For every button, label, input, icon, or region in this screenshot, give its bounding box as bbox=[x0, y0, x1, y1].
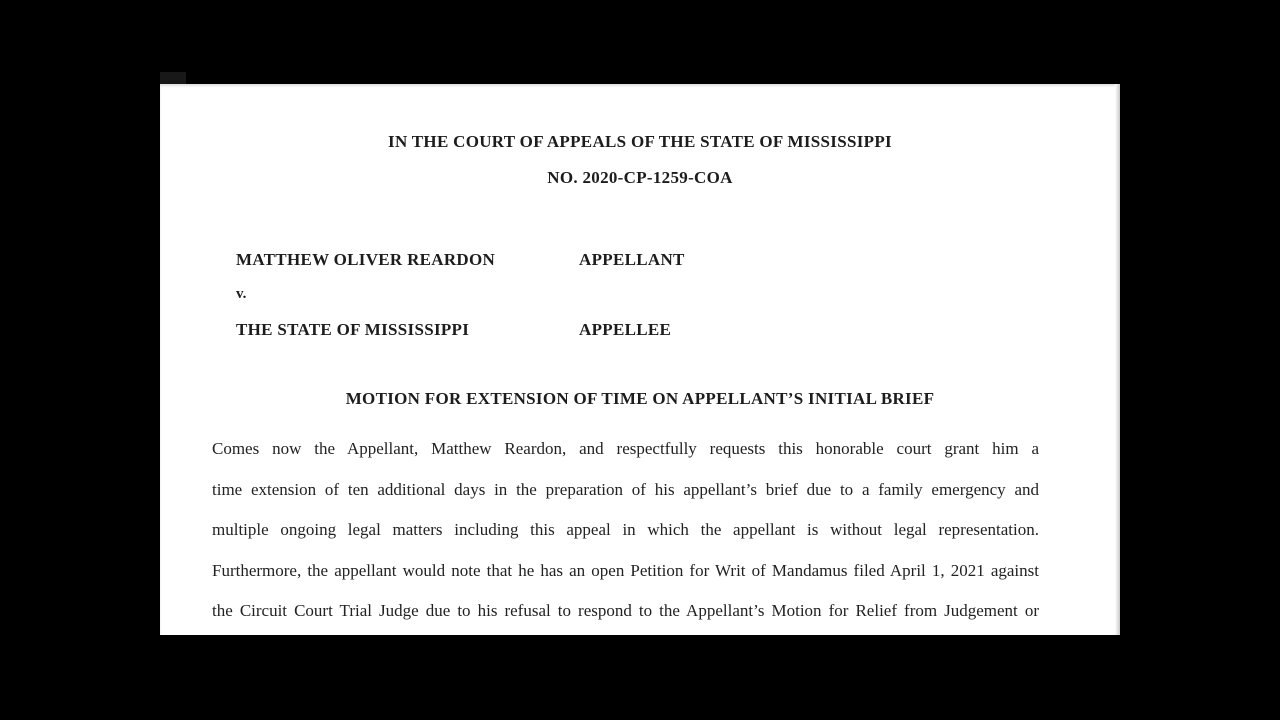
body-line-5: the Circuit Court Trial Judge due to his refusal to respond to the Appellant’s Motion for Relief from Judgement or bbox=[212, 601, 1039, 620]
document-page bbox=[160, 84, 1120, 635]
body-line-3: multiple ongoing legal matters including this appeal in which the appellant is without legal representation. bbox=[212, 520, 1039, 539]
body-line-2: time extension of ten additional days in the preparation of his appellant’s brief due to a family emergency and bbox=[212, 479, 1039, 499]
case-number: NO. 2020-CP-1259-COA bbox=[547, 168, 733, 187]
motion-title: MOTION FOR EXTENSION OF TIME ON APPELLANT’S INITIAL BRIEF bbox=[345, 389, 935, 408]
appellee-row bbox=[160, 320, 1120, 342]
appellant-role-label: APPELLANT bbox=[579, 250, 685, 269]
appellant-row bbox=[160, 250, 1120, 272]
body-line-1: Comes now the Appellant, Matthew Reardon, and respectfully requests this honorable court grant him a bbox=[212, 439, 1039, 458]
versus-label: v. bbox=[236, 286, 247, 302]
court-header: IN THE COURT OF APPEALS OF THE STATE OF MISSISSIPPI bbox=[388, 132, 892, 151]
appellant-name: MATTHEW OLIVER REARDON bbox=[236, 250, 496, 269]
body-line-4: Furthermore, the appellant would note that he has an open Petition for Writ of Mandamus filed April 1, 2021 against bbox=[212, 560, 1039, 580]
appellee-role-label: APPELLEE bbox=[579, 320, 672, 339]
frame-artifact bbox=[160, 72, 186, 84]
page-edge-shadow bbox=[1115, 84, 1120, 635]
appellee-name: THE STATE OF MISSISSIPPI bbox=[236, 320, 470, 339]
motion-body bbox=[212, 429, 1039, 632]
